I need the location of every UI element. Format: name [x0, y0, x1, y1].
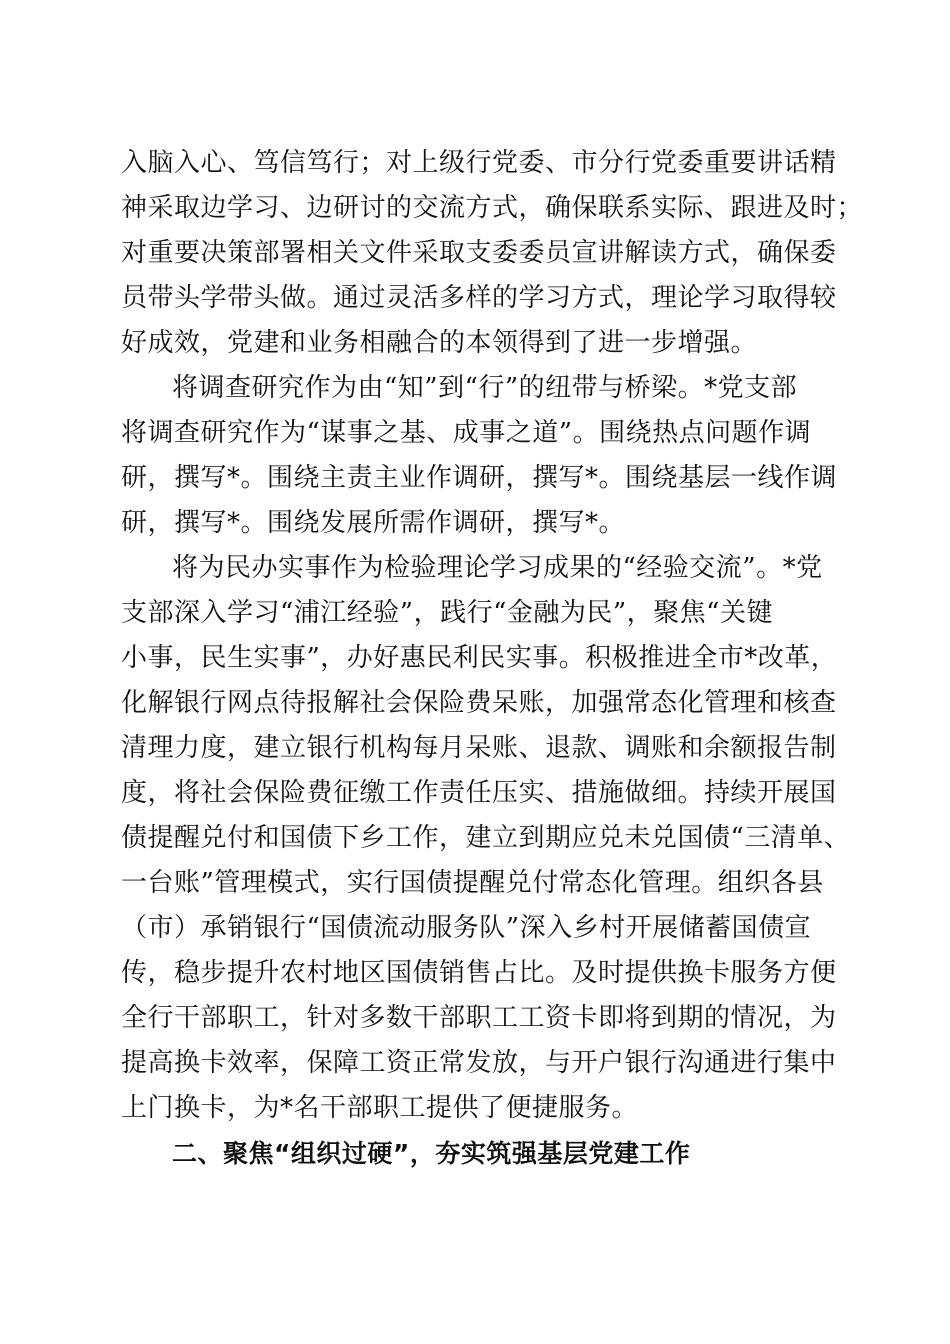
text-line-18: （市）承销银行“国债流动服务队”深入乡村开展储蓄国债宣 [121, 913, 812, 943]
text-line-14: 清理力度，建立银行机构每月呆账、退款、调账和余额报告制 [121, 733, 837, 763]
text-line-1: 入脑入心、笃信笃行；对上级行党委、市分行党委重要讲话精 [121, 148, 837, 178]
text-line-7: 将调查研究作为“谋事之基、成事之道”。围绕热点问题作调 [121, 418, 812, 448]
text-line-8: 研，撰写*。围绕主责主业作调研，撰写*。围绕基层一线作调 [121, 463, 838, 493]
text-line-3: 对重要决策部署相关文件采取支委委员宣讲解读方式，确保委 [121, 238, 837, 268]
text-line-12: 小事，民生实事”，办好惠民利民实事。积极推进全市*改革， [121, 643, 838, 673]
section-heading: 二、聚焦“组织过硬”，夯实筑强基层党建工作 [172, 1139, 691, 1168]
text-line-5: 好成效，党建和业务相融合的本领得到了进一步增强。 [121, 328, 758, 358]
text-line-9: 研，撰写*。围绕发展所需作调研，撰写*。 [121, 508, 626, 538]
text-line-11: 支部深入学习“浦江经验”，践行“金融为民”，聚焦“关键 [121, 598, 773, 628]
text-line-17: 一台账”管理模式，实行国债提醒兑付常态化管理。组织各县 [121, 868, 824, 898]
text-line-22: 上门换卡，为*名干部职工提供了便捷服务。 [121, 1093, 639, 1123]
text-line-20: 全行干部职工，针对多数干部职工工资卡即将到期的情况，为 [121, 1003, 837, 1033]
text-line-19: 传，稳步提升农村地区国债销售占比。及时提供换卡服务方便 [121, 958, 837, 988]
text-line-4: 员带头学带头做。通过灵活多样的学习方式，理论学习取得较 [121, 283, 837, 313]
text-line-21: 提高换卡效率，保障工资正常发放，与开户银行沟通进行集中 [121, 1048, 837, 1078]
text-line-16: 债提醒兑付和国债下乡工作，建立到期应兑未兑国债“三清单、 [121, 823, 851, 853]
text-line-13: 化解银行网点待报解社会保险费呆账，加强常态化管理和核查 [121, 688, 837, 718]
text-line-15: 度，将社会保险费征缴工作责任压实、措施做细。持续开展国 [121, 778, 837, 808]
paragraph-research-start: 将调查研究作为由“知”到“行”的纽带与桥梁。*党支部 [172, 373, 798, 403]
text-line-2: 神采取边学习、边研讨的交流方式，确保联系实际、跟进及时； [121, 193, 864, 223]
paragraph-practical-start: 将为民办实事作为检验理论学习成果的“经验交流”。*党 [172, 553, 823, 583]
